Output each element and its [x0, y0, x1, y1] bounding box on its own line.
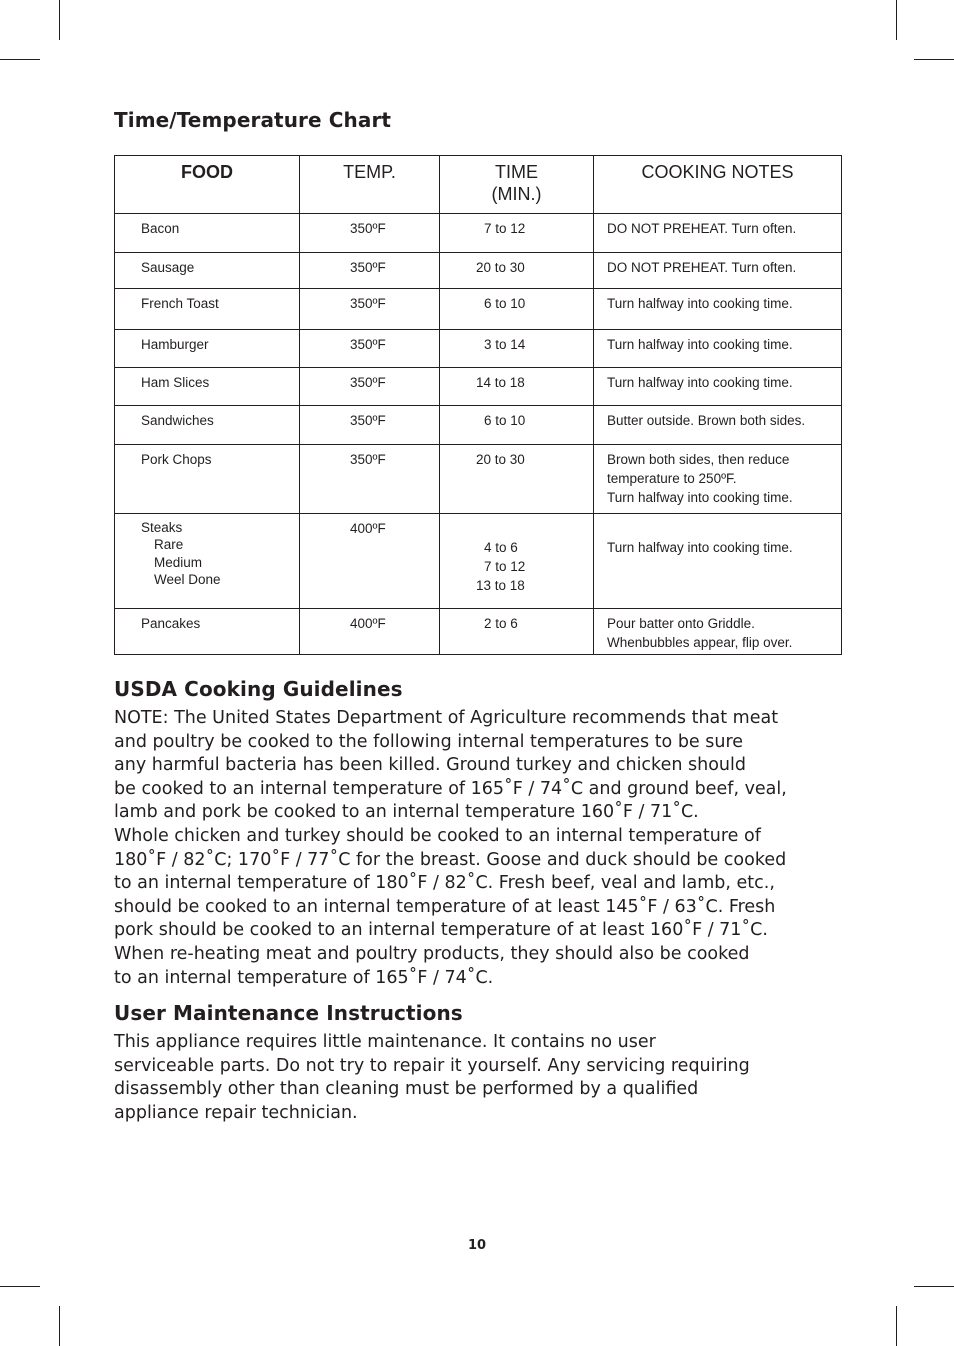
cell-notes: Turn halfway into cooking time. [594, 514, 842, 609]
crop-mark [0, 1286, 40, 1287]
cell-time: 20 to 30 [440, 445, 594, 514]
table-row [115, 214, 842, 253]
text-line: and poultry be cooked to the following internal temperatures to be sure [114, 731, 744, 752]
cell-food: Sandwiches [115, 406, 300, 445]
table-row [115, 445, 842, 514]
food-subitem: Rare [154, 537, 184, 552]
time-line: 4 to 6 [484, 540, 518, 555]
table-row [115, 406, 842, 445]
cell-notes: Turn halfway into cooking time. [594, 289, 842, 330]
cell-food: Pork Chops [115, 445, 300, 514]
usda-section-title: USDA Cooking Guidelines [114, 677, 403, 701]
crop-mark [0, 59, 40, 60]
cell-time: 2 to 6 [440, 609, 594, 655]
cell-food: French Toast [115, 289, 300, 330]
crop-mark [914, 59, 954, 60]
chart-section-title: Time/Temperature Chart [114, 108, 392, 132]
text-line: disassembly other than cleaning must be performed by a qualified [114, 1079, 699, 1100]
cell-temp: 400ºF [300, 514, 440, 609]
cell-notes: Turn halfway into cooking time. [594, 330, 842, 368]
cell-temp: 350ºF [300, 368, 440, 406]
text-line: Whole chicken and turkey should be cooked to an internal temperature of [114, 825, 761, 846]
food-subitem: Medium [154, 554, 203, 570]
time-line: 13 to 18 [476, 578, 525, 593]
cell-temp: 350ºF [300, 214, 440, 253]
crop-mark [896, 1306, 897, 1346]
cell-temp: 350ºF [300, 445, 440, 514]
page-number: 10 [467, 1238, 487, 1253]
cell-time [440, 514, 594, 609]
cell-food: Pancakes [115, 609, 300, 655]
cell-notes [594, 609, 842, 655]
cell-food: Hamburger [115, 330, 300, 368]
cell-time: 20 to 30 [440, 253, 594, 289]
cell-food: Sausage [115, 253, 300, 289]
text-line: 180˚F / 82˚C; 170˚F / 77˚C for the breast. Goose and duck should be cooked [114, 849, 787, 870]
header-time [440, 156, 594, 214]
text-line: pork should be cooked to an internal temperature of at least 160˚F / 71˚C. [114, 920, 768, 941]
cell-temp: 350ºF [300, 289, 440, 330]
text-line: lamb and pork be cooked to an internal temperature 160˚F / 71˚C. [114, 802, 699, 823]
note-line: Whenbubbles appear, flip over. [607, 635, 793, 650]
table-row [115, 609, 842, 655]
cell-temp: 350ºF [300, 253, 440, 289]
cell-time: 3 to 14 [440, 330, 594, 368]
table-header-row [115, 156, 842, 214]
table-row [115, 368, 842, 406]
cell-notes: Turn halfway into cooking time. [594, 368, 842, 406]
cell-temp: 400ºF [300, 609, 440, 655]
cell-food: Ham Slices [115, 368, 300, 406]
text-line: should be cooked to an internal temperature of at least 145˚F / 63˚C. Fresh [114, 896, 776, 917]
cell-notes: DO NOT PREHEAT. Turn often. [594, 253, 842, 289]
header-notes: COOKING NOTES [594, 156, 842, 214]
note-line: Brown both sides, then reduce [607, 452, 790, 467]
table-row [115, 330, 842, 368]
text-line: When re-heating meat and poultry products, they should also be cooked [114, 943, 750, 964]
header-temp: TEMP. [300, 156, 440, 214]
table-row [115, 289, 842, 330]
crop-mark [914, 1286, 954, 1287]
text-line: NOTE: The United States Department of Agriculture recommends that meat [114, 708, 779, 728]
text-line: This appliance requires little maintenance. It contains no user [114, 1032, 656, 1052]
text-line: any harmful bacteria has been killed. Ground turkey and chicken should [114, 755, 746, 776]
header-time-line1: TIME [495, 162, 538, 182]
cell-time: 14 to 18 [440, 368, 594, 406]
text-line: to an internal temperature of 180˚F / 82˚C. Fresh beef, veal and lamb, etc., [114, 873, 775, 894]
cell-time: 7 to 12 [440, 214, 594, 253]
text-line: serviceable parts. Do not try to repair it yourself. Any servicing requiring [114, 1055, 750, 1076]
note-line: temperature to 250ºF. [607, 471, 737, 486]
header-time-line2: (MIN.) [491, 184, 542, 204]
text-line: to an internal temperature of 165˚F / 74˚C. [114, 967, 494, 988]
crop-mark [896, 0, 897, 40]
table-row [115, 253, 842, 289]
text-line: be cooked to an internal temperature of 165˚F / 74˚C and ground beef, veal, [114, 778, 787, 799]
note-line: Pour batter onto Griddle. [607, 616, 755, 631]
usda-guidelines-text [114, 707, 844, 990]
cell-temp: 350ºF [300, 406, 440, 445]
crop-mark [59, 0, 60, 40]
table-row [115, 514, 842, 609]
time-line: 7 to 12 [484, 559, 526, 574]
note-line: Turn halfway into cooking time. [607, 490, 793, 505]
cell-notes: DO NOT PREHEAT. Turn often. [594, 214, 842, 253]
cell-food [115, 514, 300, 609]
cell-time: 6 to 10 [440, 289, 594, 330]
maintenance-instructions-text [114, 1031, 844, 1125]
cell-temp: 350ºF [300, 330, 440, 368]
cell-time: 6 to 10 [440, 406, 594, 445]
cell-notes: Butter outside. Brown both sides. [594, 406, 842, 445]
cell-notes [594, 445, 842, 514]
food-subitem: Weel Done [154, 572, 221, 587]
crop-mark [59, 1306, 60, 1346]
time-temperature-table [114, 155, 842, 655]
cell-food: Bacon [115, 214, 300, 253]
maintenance-section-title: User Maintenance Instructions [114, 1001, 463, 1025]
text-line: appliance repair technician. [114, 1102, 358, 1123]
food-name: Steaks [141, 520, 183, 535]
header-food: FOOD [115, 156, 300, 214]
